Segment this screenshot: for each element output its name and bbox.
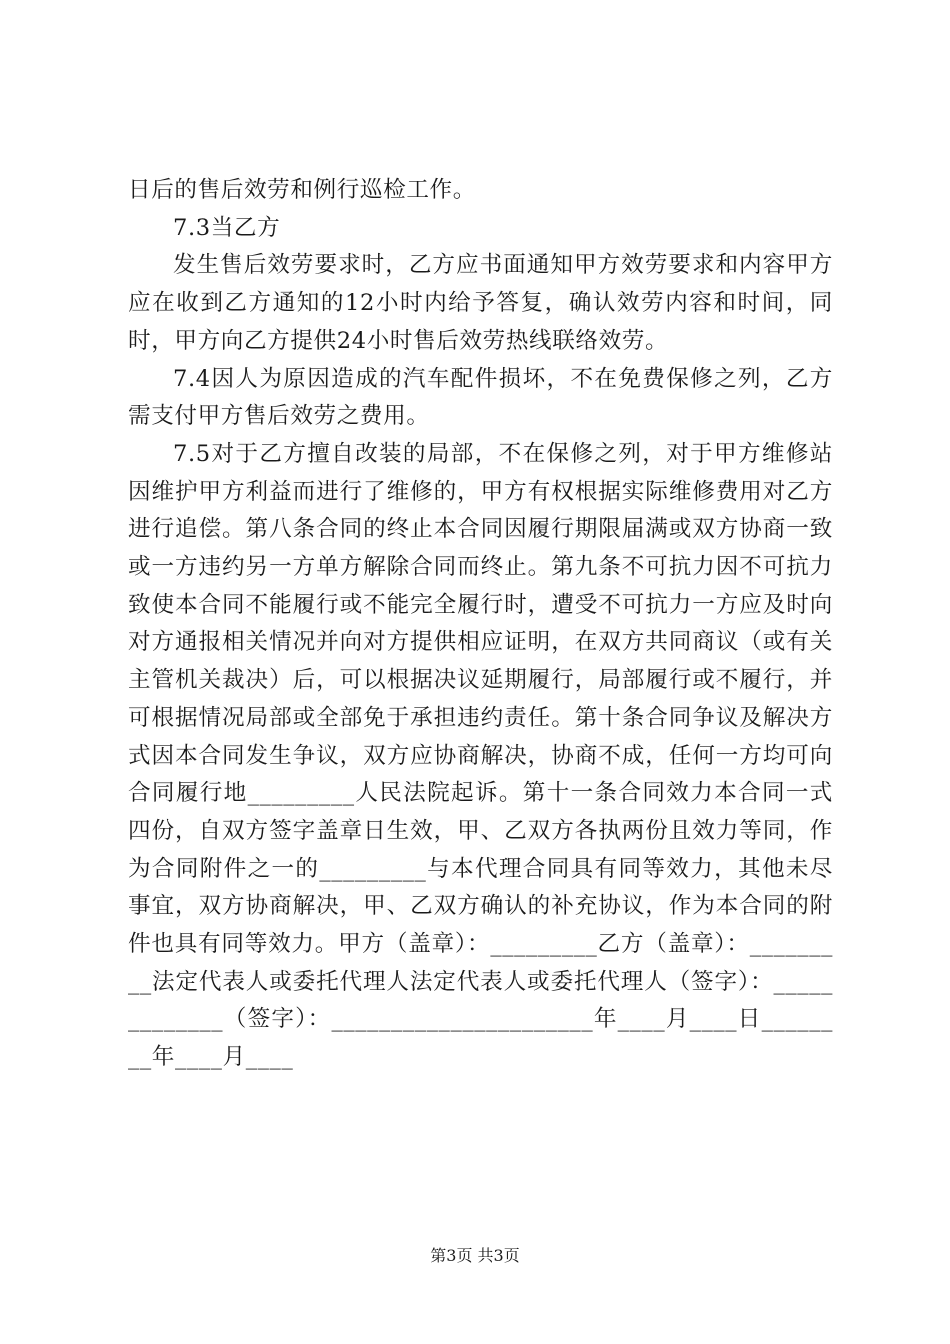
page-number-label: 第3页 共3页: [430, 1246, 520, 1265]
paragraph-clause-7-5-and-signatures: 7.5对于乙方擅自改装的局部，不在保修之列，对于甲方维修站因维护甲方利益而进行了维修的，甲方有权根据实际维修费用对乙方进行追偿。第八条合同的终止本合同因履行期限届满或双方协商一致或一方违约另一方单方解除合同而终止。第九条不可抗力因不可抗力致使本合同不能履行或不能完全履行时，遭受不可抗力一方应及时向对方通报相关情况并向对方提供相应证明，在双方共同商议（或有关主管机关裁决）后，可以根据决议延期履行，局部履行或不履行，并可根据情况局部或全部免于承担违约责任。第十条合同争议及解决方式因本合同发生争议，双方应协商解决，协商不成，任何一方均可向合同履行地_________人民法院起诉。第十一条合同效力本合同一式四份，自双方签字盖章日生效，甲、乙双方各执两份且效力等同，作为合同附件之一的_________与本代理合同具有同等效力，其他未尽事宜，双方协商解决，甲、乙双方确认的补充协议，作为本合同的附件也具有同等效力。甲方（盖章）：_________乙方（盖章）：_________法定代表人或委托代理人法定代表人或委托代理人（签字）：_____________（签字）：______________________年____月____日________年____月____: [128, 440, 833, 1071]
page-footer: [0, 1245, 950, 1267]
paragraph-clause-7-3: 7.3当乙方: [173, 214, 281, 241]
paragraph-after-sales-service: 日后的售后效劳和例行巡检工作。: [128, 177, 476, 203]
document-body: [128, 172, 833, 1077]
paragraph-service-request: 发生售后效劳要求时，乙方应书面通知甲方效劳要求和内容甲方应在收到乙方通知的12小时内给予答复，确认效劳内容和时间，同时，甲方向乙方提供24小时售后效劳热线联络效劳。: [128, 252, 833, 354]
paragraph-clause-7-4: 7.4因人为原因造成的汽车配件损坏，不在免费保修之列，乙方需支付甲方售后效劳之费用。: [128, 365, 833, 430]
